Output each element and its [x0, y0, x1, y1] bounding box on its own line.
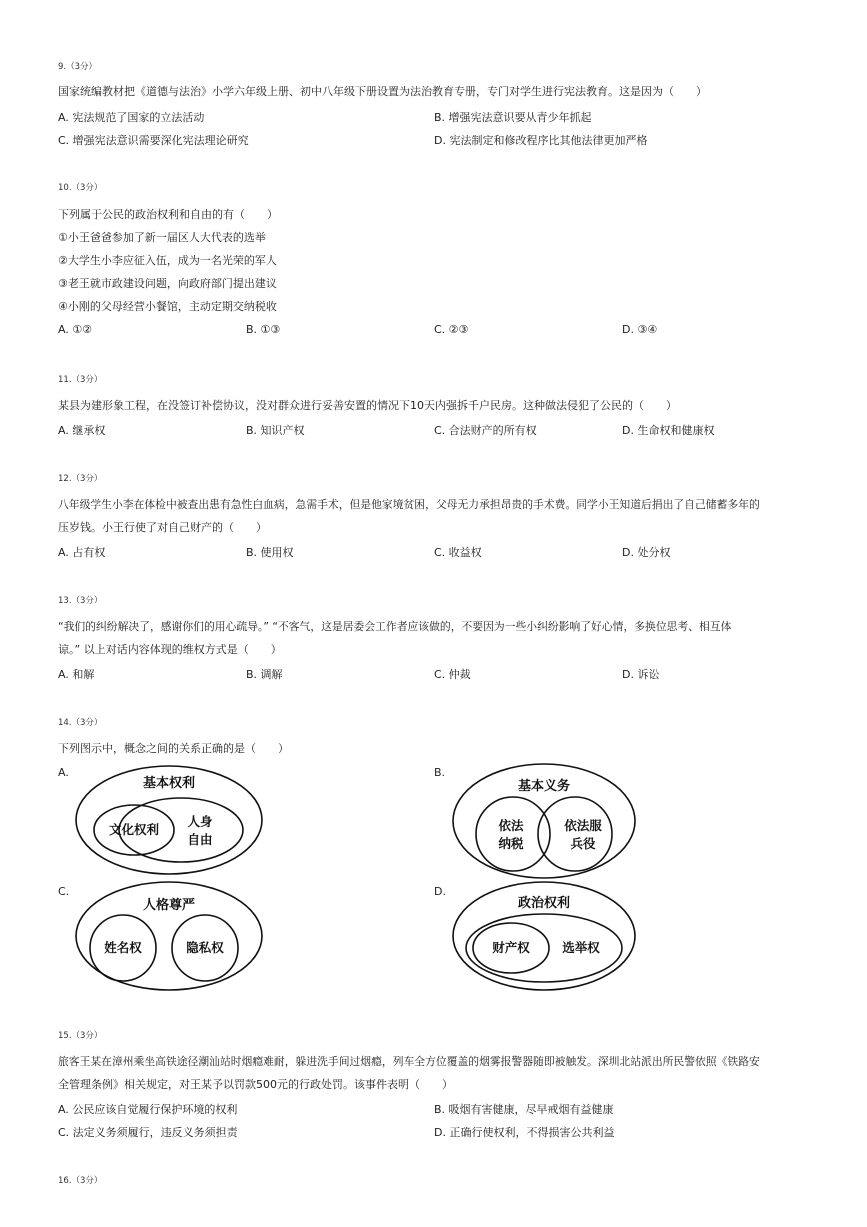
diagram-d-outer-label: 政治权利	[517, 896, 571, 911]
diagram-c-outer-label: 人格尊严	[142, 898, 196, 913]
question-10-number: 10.（3分）	[58, 183, 103, 193]
question-13-option-b[interactable]: B. 调解	[246, 668, 283, 681]
question-10-item-4: ④小刚的父母经营小餐馆，主动定期交纳税收	[58, 300, 277, 313]
question-10-option-b[interactable]: B. ①③	[246, 323, 281, 336]
diagram-d-letter[interactable]: D.	[434, 885, 446, 898]
question-12-option-a[interactable]: A. 占有权	[58, 546, 106, 559]
question-13-stem-line-1: “我们的纠纷解决了，感谢你们的用心疏导。” “不客气，这是居委会工作者应该做的，不要因为一些小纠纷影响了好心情，多换位思考、相互体	[58, 620, 732, 633]
diagram-c[interactable]	[74, 880, 264, 995]
question-14-stem: 下列图示中，概念之间的关系正确的是（ ）	[58, 742, 289, 755]
diagram-b-right-circle	[538, 797, 612, 871]
diagram-c-letter[interactable]: C.	[58, 885, 70, 898]
question-12-number: 12.（3分）	[58, 474, 103, 484]
diagram-a-inner-right-label-1: 人身	[187, 814, 213, 829]
question-10-option-c[interactable]: C. ②③	[434, 323, 469, 336]
diagram-a-letter[interactable]: A.	[58, 766, 69, 779]
question-11-option-a[interactable]: A. 继承权	[58, 424, 106, 437]
question-15-option-b[interactable]: B. 吸烟有害健康，尽早戒烟有益健康	[434, 1103, 614, 1116]
diagram-b[interactable]	[451, 762, 637, 883]
question-14-number: 14.（3分）	[58, 718, 103, 728]
diagram-b-left-circle	[476, 797, 550, 871]
question-10-item-3: ③老王就市政建设问题，向政府部门提出建议	[58, 277, 277, 290]
diagram-d[interactable]	[451, 880, 637, 995]
diagram-b-letter[interactable]: B.	[434, 766, 446, 779]
question-9-number: 9.（3分）	[58, 62, 98, 72]
diagram-b-right-label-2: 兵役	[570, 836, 596, 851]
question-16-number: 16.（3分）	[58, 1176, 103, 1186]
question-13-number: 13.（3分）	[58, 596, 103, 606]
question-12-option-c[interactable]: C. 收益权	[434, 546, 482, 559]
question-10-option-a[interactable]: A. ①②	[58, 323, 93, 336]
diagram-b-left-label-2: 纳税	[498, 836, 524, 851]
diagram-a-inner-left-label: 文化权利	[108, 822, 160, 837]
question-15-option-a[interactable]: A. 公民应该自觉履行保护环境的权利	[58, 1103, 238, 1116]
question-11-number: 11.（3分）	[58, 375, 103, 385]
question-11-stem: 某县为建形象工程，在没签订补偿协议，没对群众进行妥善安置的情况下10天内强拆千户民房。这种做法侵犯了公民的（ ）	[58, 399, 677, 412]
question-10-item-2: ②大学生小李应征入伍，成为一名光荣的军人	[58, 254, 277, 267]
diagram-d-inner-right-label: 选举权	[562, 940, 600, 955]
question-9-option-c[interactable]: C. 增强宪法意识需要深化宪法理论研究	[58, 134, 249, 147]
question-15-number: 15.（3分）	[58, 1031, 103, 1041]
question-9-option-a[interactable]: A. 宪法规范了国家的立法活动	[58, 111, 205, 124]
question-15-option-c[interactable]: C. 法定义务须履行，违反义务须担责	[58, 1126, 238, 1139]
question-13-option-d[interactable]: D. 诉讼	[622, 668, 660, 681]
diagram-b-outer-label: 基本义务	[517, 779, 571, 794]
question-15-option-d[interactable]: D. 正确行使权利，不得损害公共利益	[434, 1126, 615, 1139]
question-12-option-b[interactable]: B. 使用权	[246, 546, 294, 559]
question-13-option-a[interactable]: A. 和解	[58, 668, 95, 681]
question-12-stem-line-2: 压岁钱。小王行使了对自己财产的（ ）	[58, 521, 267, 534]
diagram-c-left-label: 姓名权	[104, 940, 142, 955]
question-12-option-d[interactable]: D. 处分权	[622, 546, 671, 559]
question-15-stem-line-1: 旅客王某在漳州乘坐高铁途径潮汕站时烟瘾难耐，躲进洗手间过烟瘾，列车全方位覆盖的烟雾报警器随即被触发。深圳北站派出所民警依照《铁路安	[58, 1055, 760, 1068]
question-9-option-d[interactable]: D. 宪法制定和修改程序比其他法律更加严格	[434, 134, 648, 147]
question-9-option-b[interactable]: B. 增强宪法意识要从青少年抓起	[434, 111, 592, 124]
question-10-item-1: ①小王爸爸参加了新一届区人大代表的选举	[58, 231, 266, 244]
diagram-a-outer-label: 基本权利	[142, 776, 196, 791]
diagram-c-right-label: 隐私权	[186, 940, 224, 955]
question-9-stem: 国家统编教材把《道德与法治》小学六年级上册、初中八年级下册设置为法治教育专册，专门对学生进行宪法教育。这是因为（ ）	[58, 85, 707, 98]
question-12-stem-line-1: 八年级学生小李在体检中被查出患有急性白血病，急需手术，但是他家境贫困，父母无力承担昂贵的手术费。同学小王知道后捐出了自己储蓄多年的	[58, 498, 760, 511]
question-11-option-c[interactable]: C. 合法财产的所有权	[434, 424, 537, 437]
diagram-d-inner-left-label: 财产权	[492, 940, 530, 955]
diagram-a-inner-right-label-2: 自由	[187, 832, 213, 847]
question-13-stem-line-2: 谅。” 以上对话内容体现的维权方式是（ ）	[58, 643, 282, 656]
question-13-option-c[interactable]: C. 仲裁	[434, 668, 471, 681]
diagram-a[interactable]	[74, 764, 264, 879]
question-11-option-b[interactable]: B. 知识产权	[246, 424, 305, 437]
question-15-stem-line-2: 全管理条例》相关规定，对王某予以罚款500元的行政处罚。该事件表明（ ）	[58, 1078, 453, 1091]
question-11-option-d[interactable]: D. 生命权和健康权	[622, 424, 715, 437]
diagram-b-left-label-1: 依法	[498, 818, 524, 833]
question-10-option-d[interactable]: D. ③④	[622, 323, 658, 336]
diagram-b-right-label-1: 依法服	[564, 818, 602, 833]
question-10-stem: 下列属于公民的政治权利和自由的有（ ）	[58, 208, 278, 221]
